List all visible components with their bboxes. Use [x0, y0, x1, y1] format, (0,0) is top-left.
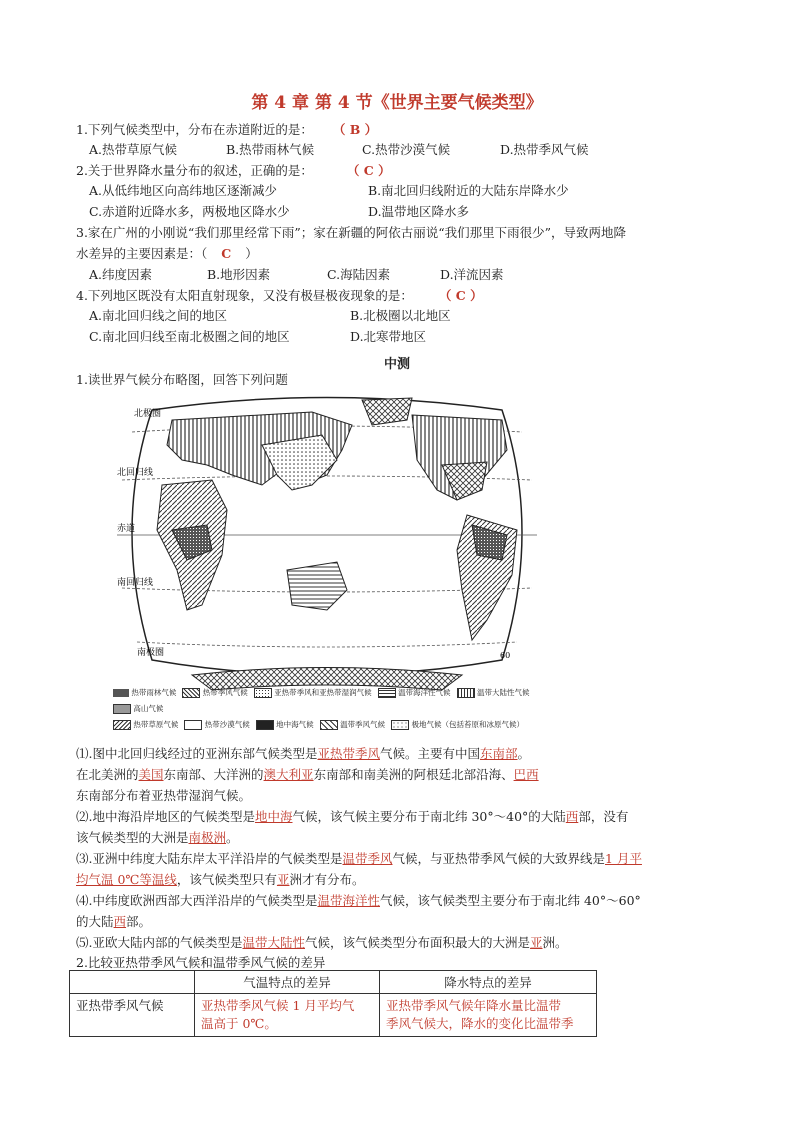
question-3: 3.家在广州的小刚说“我们那里经常下雨”；家在新疆的阿依古丽说“我们那里下雨很少”，导致两地降	[76, 225, 626, 240]
option: B.热带雨林气候	[226, 142, 315, 157]
fill-line-5: 该气候类型的大洲是南极洲。	[76, 830, 239, 845]
label-tropic-n: 北回归线	[117, 468, 154, 478]
option: C.赤道附近降水多，两极地区降水少	[89, 204, 290, 219]
label-antarctic: 南极圈	[137, 648, 165, 658]
fill-answer: 温带大陆性	[242, 935, 305, 950]
table-row	[70, 994, 597, 1037]
fill-answer: 亚	[276, 872, 290, 887]
legend-item: 地中海气候	[256, 720, 314, 730]
label-equator: 赤道	[117, 524, 136, 534]
fill-line-6: ⑶.亚洲中纬度大陆东岸太平洋沿岸的气候类型是温带季风气候，与亚热带季风气候的大致界线是1 月平	[76, 851, 642, 866]
option: D.热带季风气候	[500, 142, 589, 157]
option: C.南北回归线至南北极圈之间的地区	[89, 329, 290, 344]
table-header-row	[70, 971, 597, 994]
table-cell: 亚热带季风气候	[70, 994, 195, 1037]
comparison-table	[69, 970, 597, 1037]
legend-item: 热带季风气候	[182, 688, 247, 698]
option: D.北寒带地区	[350, 329, 427, 344]
fill-answer: 西	[565, 809, 579, 824]
map-legend	[113, 688, 553, 730]
fill-answer: 温带季风	[342, 851, 393, 866]
fill-line-1: ⑴.图中北回归线经过的亚洲东部气候类型是亚热带季风气候。主要有中国东南部。	[76, 746, 531, 761]
legend-item: 热带草原气候	[113, 720, 178, 730]
fill-answer: 南极洲	[188, 830, 227, 845]
fill-line-8: ⑷.中纬度欧洲西部大西洋沿岸的气候类型是温带海洋性气候，该气候类型主要分布于南北纬 40°～60°	[76, 893, 641, 908]
fill-answer: 1 月平	[605, 851, 642, 866]
label-lat60: 60	[500, 651, 511, 660]
question-1: 1.下列气候类型中，分布在赤道附近的是： （ B ）	[76, 122, 378, 137]
option: A.南北回归线之间的地区	[89, 308, 228, 323]
antarctica	[192, 668, 462, 691]
fill-line-9: 的大陆西部。	[76, 914, 152, 929]
fill-answer: 均气温 0℃等温线	[76, 872, 177, 887]
map-intro: 1.读世界气候分布略图，回答下列问题	[76, 372, 288, 387]
fill-answer: 亚	[530, 935, 543, 950]
option: D.洋流因素	[440, 267, 504, 282]
table-cell: 气温特点的差异	[195, 971, 380, 994]
fill-answer: 美国	[138, 767, 164, 782]
fill-answer: 温带海洋性	[317, 893, 380, 908]
fill-answer: 巴西	[513, 767, 539, 782]
label-arctic: 北极圈	[134, 409, 162, 419]
legend-item: 温带大陆性气候	[457, 688, 530, 698]
legend-item: 温带海洋性气候	[378, 688, 451, 698]
legend-item: 高山气候	[113, 704, 163, 714]
fill-answer: 西	[113, 914, 127, 929]
question-2: 2.关于世界降水量分布的叙述，正确的是： （ C ）	[76, 163, 391, 178]
fill-answer: 亚热带季风	[317, 746, 380, 761]
table-cell	[70, 971, 195, 994]
option: C.海陆因素	[327, 267, 391, 282]
answer-2: （ C ）	[346, 163, 391, 178]
legend-item: 热带雨林气候	[113, 688, 176, 698]
question-4: 4.下列地区既没有太阳直射现象，又没有极昼极夜现象的是： （ C ）	[76, 288, 483, 303]
question-3-cont: 水差异的主要因素是：（ C ）	[76, 246, 258, 261]
option: A.热带草原气候	[89, 142, 178, 157]
table-cell: 亚热带季风气候年降水量比温带 季风气候大，降水的变化比温带季	[380, 994, 597, 1037]
fill-line-7: 均气温 0℃等温线，该气候类型只有亚洲才有分布。	[76, 872, 365, 887]
option: D.温带地区降水多	[368, 204, 470, 219]
table-cell: 降水特点的差异	[380, 971, 597, 994]
legend-item: 热带沙漠气候	[184, 720, 249, 730]
fill-line-3: 东南部分布着亚热带湿润气候。	[76, 788, 252, 803]
option: B.地形因素	[207, 267, 271, 282]
fill-answer: 澳大利亚	[263, 767, 314, 782]
fill-line-4: ⑵.地中海沿岸地区的气候类型是地中海气候，该气候主要分布于南北纬 30°～40°的大陆西部，没有	[76, 809, 629, 824]
legend-item: 亚热带季风和亚热带湿润气候	[254, 688, 372, 698]
fill-line-2: 在北美洲的美国东南部、大洋洲的澳大利亚东南部和南美洲的阿根廷北部沿海、巴西	[76, 767, 539, 782]
fill-answer: 东南部	[480, 746, 518, 761]
section-heading: 中测	[383, 357, 410, 372]
label-tropic-s: 南回归线	[117, 578, 154, 588]
legend-item: 极地气候（包括苔原和冰原气候）	[391, 720, 524, 730]
legend-item: 温带季风气候	[320, 720, 385, 730]
answer-4: （ C ）	[438, 288, 483, 303]
question-2-heading: 2.比较亚热带季风气候和温带季风气候的差异	[76, 955, 326, 970]
option: B.北极圈以北地区	[350, 308, 451, 323]
table-cell: 亚热带季风气候 1 月平均气 温高于 0℃。	[195, 994, 380, 1037]
page-title: 第 4 章 第 4 节《世界主要气候类型》	[251, 93, 543, 113]
fill-answer: 地中海	[254, 809, 293, 824]
fill-line-10: ⑸.亚欧大陆内部的气候类型是温带大陆性气候，该气候类型分布面积最大的大洲是亚洲。	[76, 935, 568, 950]
option: B.南北回归线附近的大陆东岸降水少	[368, 183, 569, 198]
answer-1: （ B ）	[332, 122, 378, 137]
option: A.从低纬地区向高纬地区逐渐减少	[89, 183, 278, 198]
option: C.热带沙漠气候	[362, 142, 451, 157]
answer-3: C	[221, 246, 232, 261]
option: A.纬度因素	[89, 267, 153, 282]
world-climate-map	[112, 390, 542, 730]
